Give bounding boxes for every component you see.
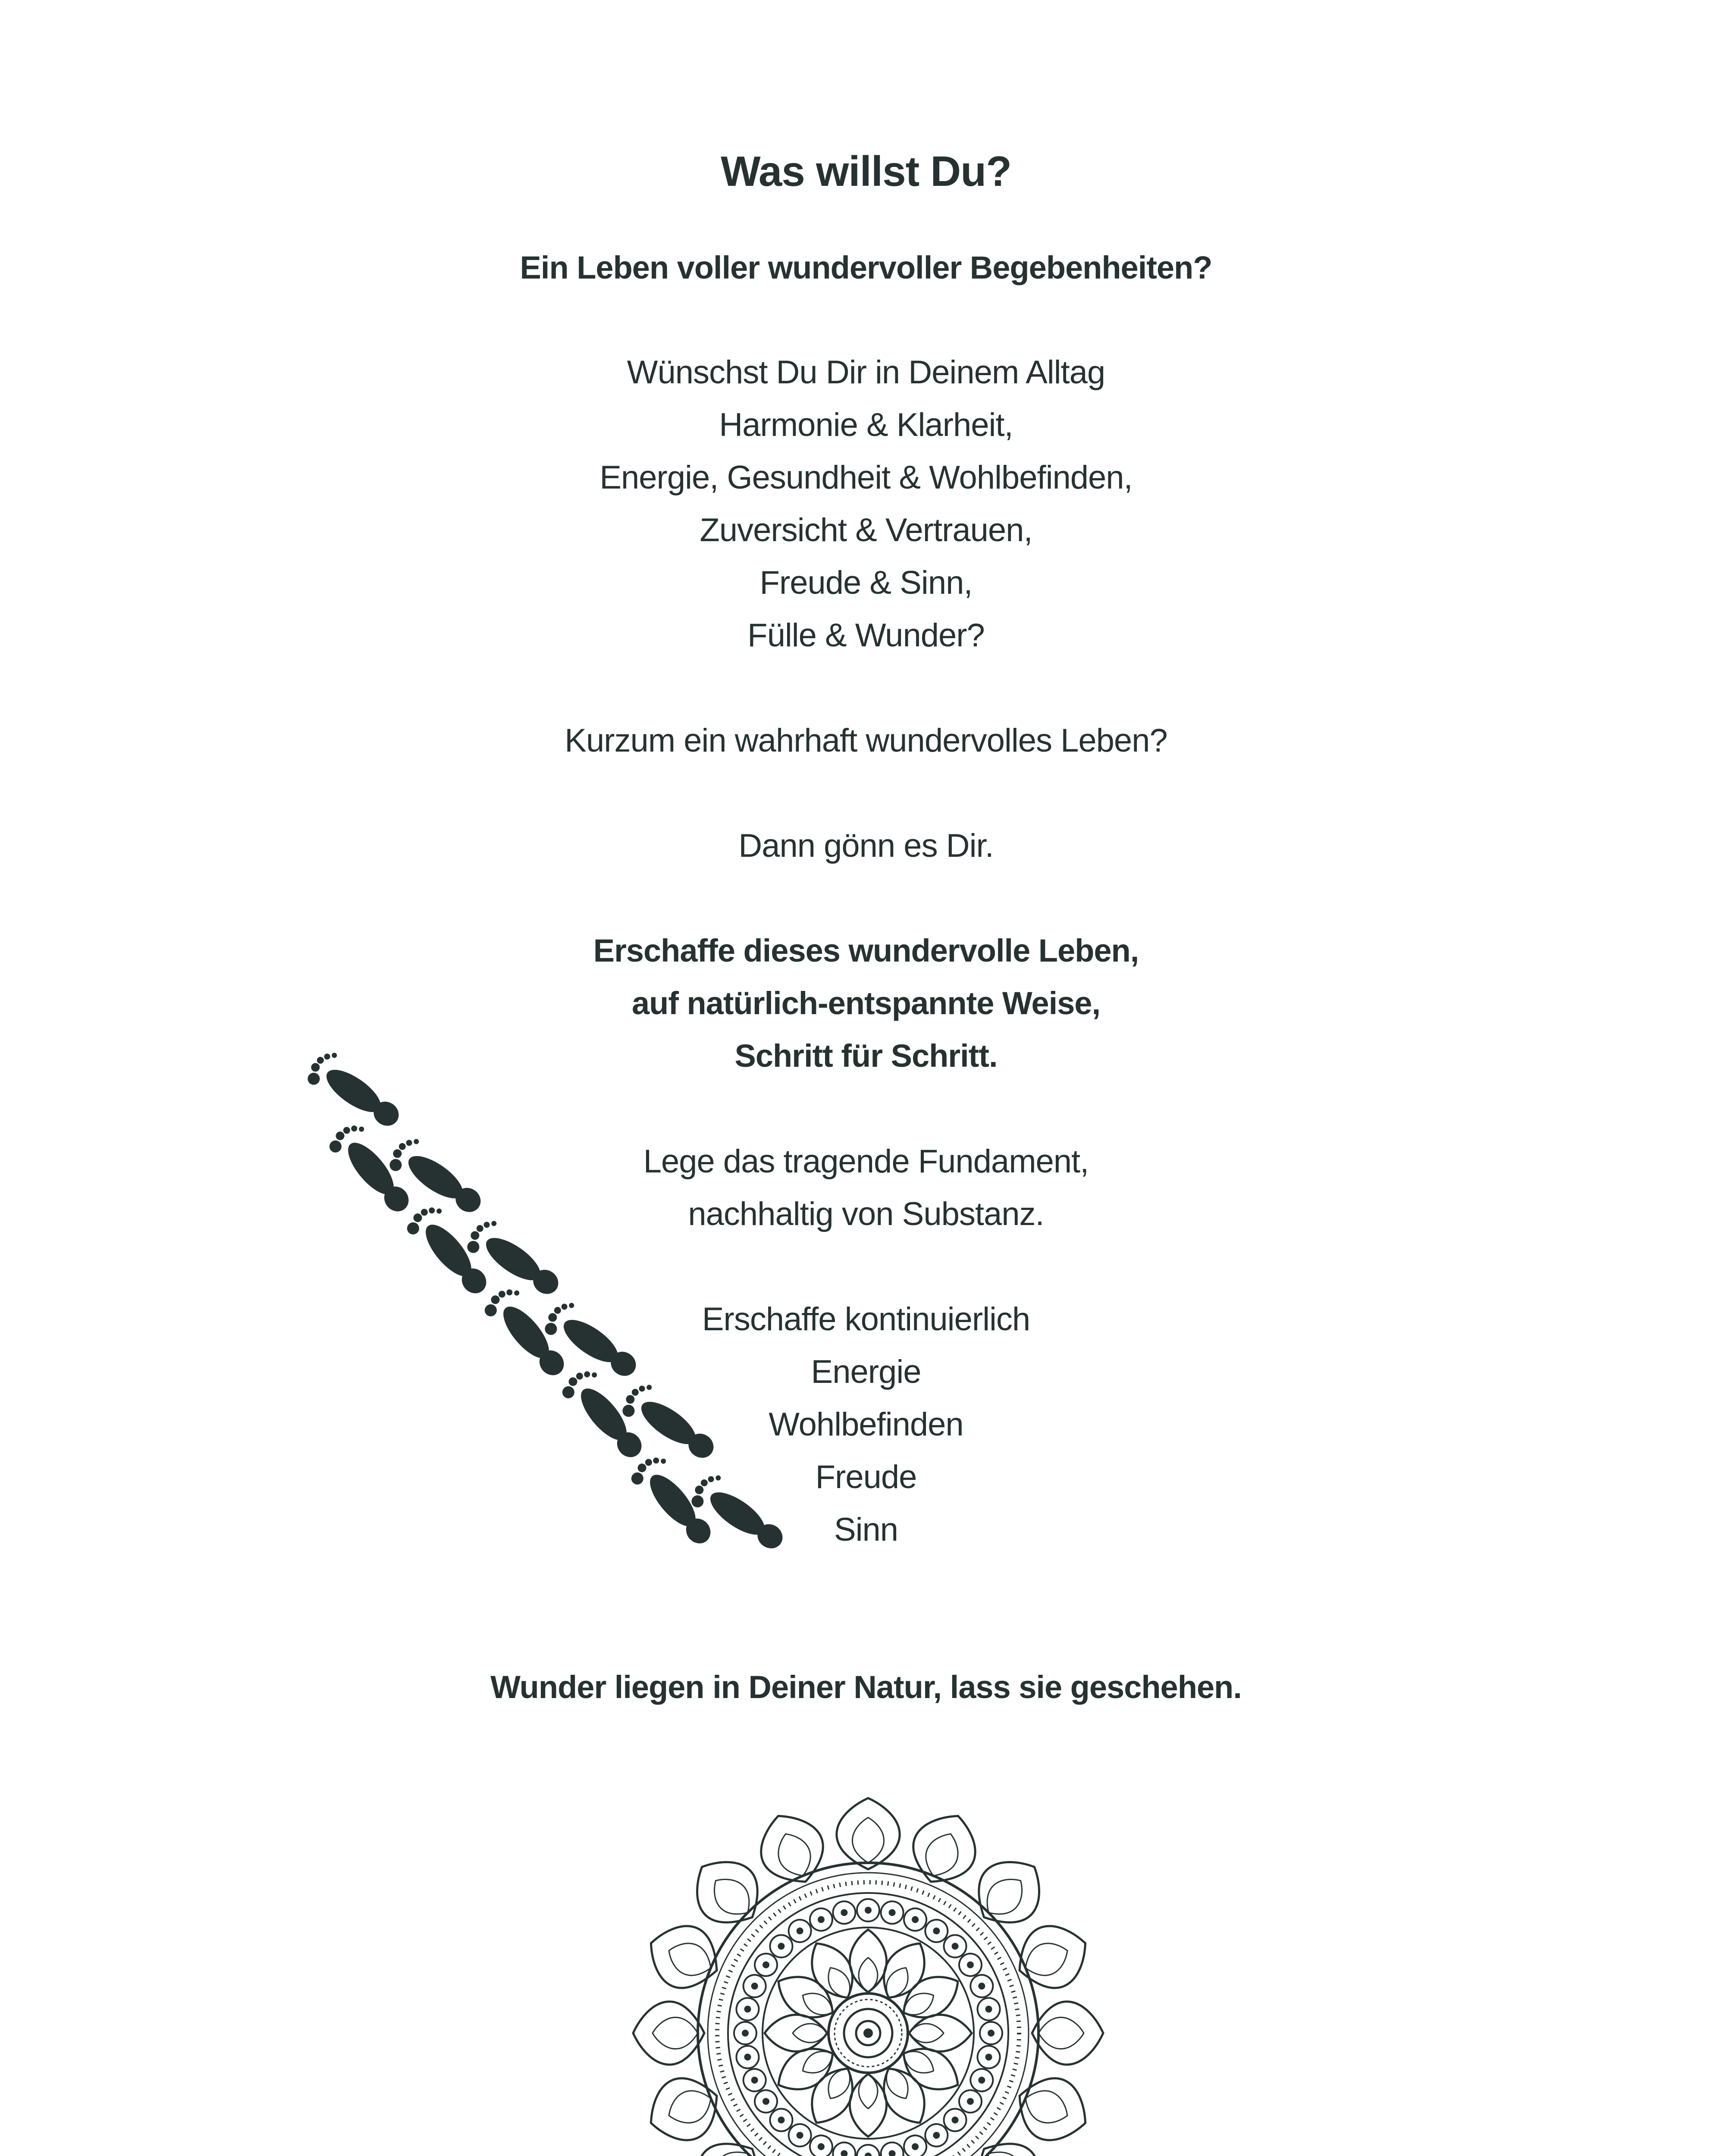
- continuous-item: Energie: [811, 1354, 921, 1390]
- page-title: Was willst Du?: [721, 147, 1011, 195]
- continuous-intro: Erschaffe kontinuierlich: [702, 1301, 1030, 1338]
- wish-item: Freude & Sinn,: [759, 564, 973, 601]
- summary-line: Kurzum ein wahrhaft wundervolles Leben?: [565, 722, 1167, 759]
- create-line: auf natürlich-entspannte Weise,: [631, 985, 1101, 1021]
- continuous-item: Sinn: [834, 1511, 898, 1548]
- foundation-line: nachhaltig von Substanz.: [688, 1196, 1044, 1232]
- footprints-icon: [302, 1044, 794, 1570]
- create-line: Erschaffe dieses wundervolle Leben,: [593, 933, 1139, 968]
- wish-item: Fülle & Wunder?: [747, 617, 985, 654]
- foundation-line: Lege das tragende Fundament,: [643, 1143, 1089, 1180]
- wish-item: Zuversicht & Vertrauen,: [700, 512, 1032, 548]
- continuous-item: Wohlbefinden: [769, 1406, 963, 1443]
- create-line: Schritt für Schritt.: [734, 1038, 998, 1074]
- wishes-intro: Wünschst Du Dir in Deinem Alltag: [627, 354, 1105, 391]
- closing-line: Wunder liegen in Deiner Natur, lass sie geschehen.: [490, 1669, 1242, 1705]
- wish-item: Energie, Gesundheit & Wohlbefinden,: [599, 459, 1133, 496]
- mandala-icon: [629, 1794, 1108, 2156]
- invitation-line: Dann gönn es Dir.: [738, 827, 994, 864]
- subheading: Ein Leben voller wundervoller Begebenheiten?: [520, 250, 1212, 285]
- continuous-item: Freude: [815, 1459, 917, 1495]
- wish-item: Harmonie & Klarheit,: [719, 407, 1013, 443]
